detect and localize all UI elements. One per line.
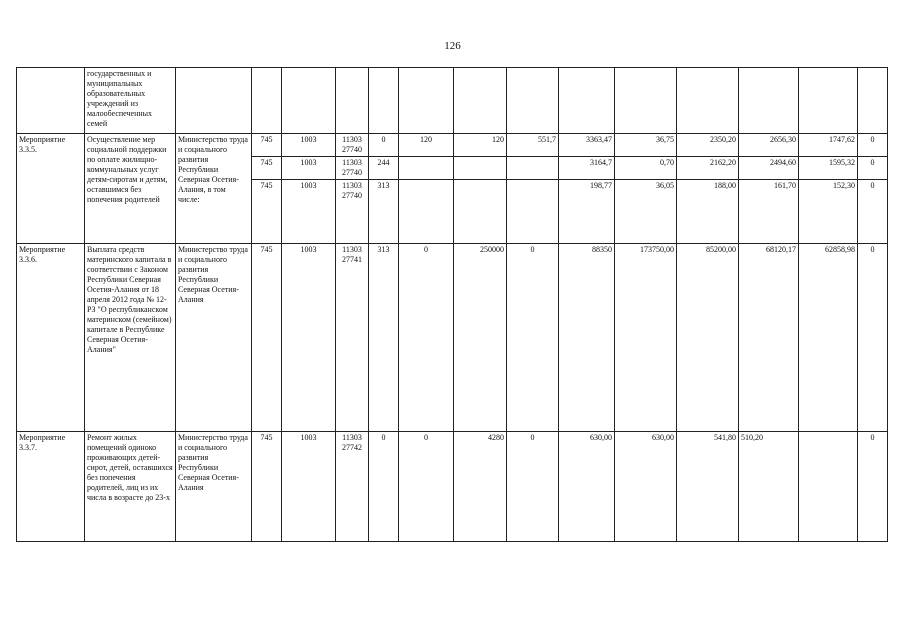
cell-value: 1747,62 [799, 134, 858, 157]
cell-value: 0 [399, 432, 454, 542]
cell-csr: 11303 27741 [336, 244, 369, 432]
cell-value [454, 180, 507, 244]
cell-ministry: Министерство труда и социального развития Республики Северная Осетия-Алания [176, 432, 252, 542]
cell-value: 0 [399, 244, 454, 432]
cell-name: Мероприятие 3.3.5. [17, 134, 85, 244]
cell-value: 36,05 [615, 180, 677, 244]
cell-value: 88350 [559, 244, 615, 432]
cell-value [799, 432, 858, 542]
cell-rzpr: 1003 [282, 157, 336, 180]
cell-grbs: 745 [252, 244, 282, 432]
cell-rzpr: 1003 [282, 244, 336, 432]
cell-value: 120 [454, 134, 507, 157]
cell-description: Выплата средств материнского капитала в соответствии с Законом Республики Северная Осетия-Алания от 18 апреля 2012 года № 12-РЗ "О республиканском материнском (семейном) капитале в Республике Северная Осетия-Алания" [85, 244, 176, 432]
cell-value: 173750,00 [615, 244, 677, 432]
cell-csr: 11303 27740 [336, 134, 369, 157]
cell-value [507, 180, 559, 244]
cell-value: 630,00 [559, 432, 615, 542]
cell-ministry: Министерство труда и социального развития Республики Северная Осетия-Алания, в том числе: [176, 134, 252, 244]
cell-value: 120 [399, 134, 454, 157]
cell-name [17, 68, 85, 134]
cell-rzpr: 1003 [282, 134, 336, 157]
budget-table [16, 67, 888, 542]
cell-value: 1595,32 [799, 157, 858, 180]
cell-value: 0,70 [615, 157, 677, 180]
cell-value: 0 [858, 180, 888, 244]
cell-description: государственных и муниципальных образовательных учреждений из малообеспеченных семей [85, 68, 176, 134]
cell-value [454, 157, 507, 180]
cell-csr: 11303 27742 [336, 432, 369, 542]
cell-value: 0 [858, 134, 888, 157]
cell-value: 0 [858, 157, 888, 180]
table-row [17, 68, 888, 134]
cell-grbs: 745 [252, 157, 282, 180]
cell-value: 2162,20 [677, 157, 739, 180]
cell-value: 198,77 [559, 180, 615, 244]
cell-description: Осуществление мер социальной поддержки по оплате жилищно-коммунальных услуг детям-сиротам и детям, оставшимся без попечения родителей [85, 134, 176, 244]
cell-value: 3363,47 [559, 134, 615, 157]
cell-value: 152,30 [799, 180, 858, 244]
cell-grbs: 745 [252, 134, 282, 157]
cell-ministry: Министерство труда и социального развития Республики Северная Осетия-Алания [176, 244, 252, 432]
cell-value: 36,75 [615, 134, 677, 157]
table-row [17, 134, 888, 157]
cell-grbs: 745 [252, 432, 282, 542]
cell-value: 68120,17 [739, 244, 799, 432]
cell-value: 0 [507, 432, 559, 542]
cell-value: 2350,20 [677, 134, 739, 157]
cell-value: 85200,00 [677, 244, 739, 432]
cell-value: 161,70 [739, 180, 799, 244]
cell-value: 62858,98 [799, 244, 858, 432]
cell-ministry [176, 68, 252, 134]
table-row [17, 244, 888, 432]
cell-value [507, 157, 559, 180]
cell-rzpr: 1003 [282, 180, 336, 244]
cell-grbs: 745 [252, 180, 282, 244]
cell-vr: 313 [369, 180, 399, 244]
cell-csr: 11303 27740 [336, 157, 369, 180]
cell-rzpr: 1003 [282, 432, 336, 542]
cell-value: 0 [858, 244, 888, 432]
cell-value: 250000 [454, 244, 507, 432]
cell-value: 3164,7 [559, 157, 615, 180]
cell-description: Ремонт жилых помещений одиноко проживающих детей-сирот, детей, оставшихся без попечения родителей, лиц из их числа в возрасте до 23-х [85, 432, 176, 542]
cell-value [399, 157, 454, 180]
cell-value: 188,00 [677, 180, 739, 244]
cell-vr: 244 [369, 157, 399, 180]
cell-value [399, 180, 454, 244]
cell-value: 4280 [454, 432, 507, 542]
cell-value: 630,00 [615, 432, 677, 542]
cell-value: 0 [507, 244, 559, 432]
cell-value: 541,80 [677, 432, 739, 542]
cell-csr: 11303 27740 [336, 180, 369, 244]
cell-name: Мероприятие 3.3.6. [17, 244, 85, 432]
cell-value: 510,20 [739, 432, 799, 542]
cell-value: 2656,30 [739, 134, 799, 157]
table-row [17, 432, 888, 542]
cell-vr: 313 [369, 244, 399, 432]
cell-value: 551,7 [507, 134, 559, 157]
cell-name: Мероприятие 3.3.7. [17, 432, 85, 542]
cell-value: 2494,60 [739, 157, 799, 180]
cell-vr: 0 [369, 134, 399, 157]
page-number: 126 [444, 40, 461, 52]
cell-vr: 0 [369, 432, 399, 542]
cell-value: 0 [858, 432, 888, 542]
